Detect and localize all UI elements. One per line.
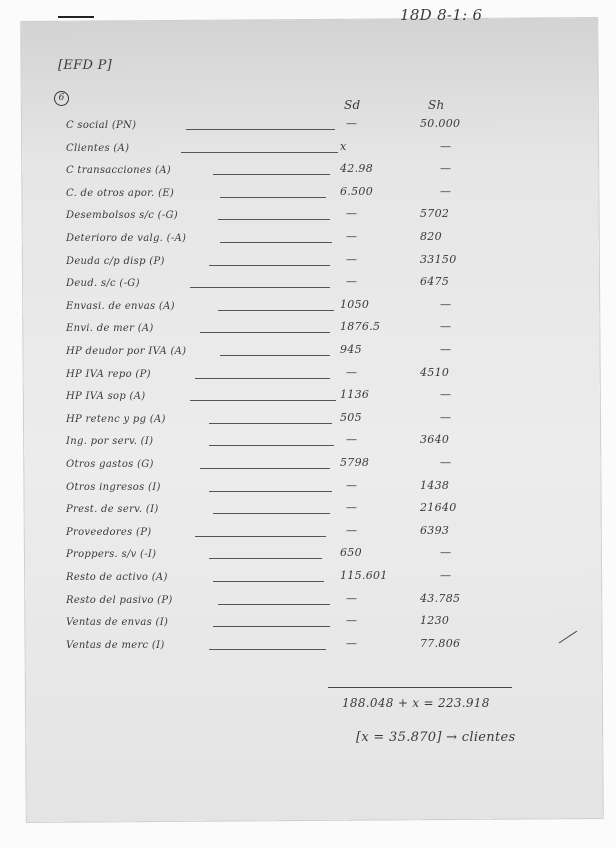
leader-line [200, 468, 330, 469]
credit-value: 5702 [420, 207, 450, 220]
exercise-number: 6 [54, 91, 69, 106]
account-label: Deud. s/c (-G) [66, 278, 140, 289]
debit-value: — [346, 524, 358, 537]
leader-line [218, 219, 330, 220]
debit-value: — [346, 366, 358, 379]
debit-value: — [346, 479, 358, 492]
leader-line [220, 197, 326, 198]
leader-line [195, 378, 330, 379]
debit-value: — [346, 433, 358, 446]
debit-value: — [346, 614, 358, 627]
debit-value: 505 [340, 411, 362, 424]
leader-line [209, 445, 334, 446]
total-rule [328, 687, 512, 688]
account-label: HP IVA sop (A) [66, 391, 146, 402]
credit-value: — [440, 343, 452, 356]
account-label: C transacciones (A) [66, 165, 171, 176]
debit-value: — [346, 207, 358, 220]
credit-value: 1438 [420, 479, 450, 492]
leader-line [218, 604, 330, 605]
credit-value: — [440, 185, 452, 198]
account-label: Otros ingresos (I) [66, 482, 161, 493]
account-label: Ing. por serv. (I) [66, 436, 154, 447]
account-label: HP retenc y pg (A) [66, 414, 166, 425]
account-label: Prest. de serv. (I) [66, 504, 159, 515]
debit-value: 650 [340, 546, 362, 559]
debit-value: — [346, 253, 358, 266]
credit-value: 43.785 [420, 592, 461, 605]
account-label: Ventas de merc (I) [66, 640, 165, 651]
credit-value: 1230 [420, 614, 450, 627]
debit-value: x [340, 140, 347, 153]
leader-line [209, 491, 332, 492]
leader-line [213, 626, 330, 627]
leader-line [181, 152, 338, 153]
credit-value: — [440, 388, 452, 401]
leader-line [195, 536, 326, 537]
account-label: Resto de activo (A) [66, 572, 168, 583]
credit-value: 21640 [420, 501, 457, 514]
total-result: [x = 35.870] → clientes [356, 730, 516, 745]
debit-value: — [346, 230, 358, 243]
credit-value: — [440, 546, 452, 559]
credit-value: 6393 [420, 524, 450, 537]
leader-line [186, 129, 335, 130]
credit-value: — [440, 162, 452, 175]
leader-line [218, 310, 334, 311]
debit-value: 945 [340, 343, 362, 356]
credit-value: 4510 [420, 366, 450, 379]
section-title: [EFD P] [58, 58, 113, 73]
debit-value: — [346, 275, 358, 288]
account-label: Otros gastos (G) [66, 459, 154, 470]
account-label: Deuda c/p disp (P) [66, 256, 165, 267]
pen-mark [58, 16, 94, 18]
account-label: Clientes (A) [66, 143, 130, 154]
credit-value: — [440, 456, 452, 469]
leader-line [220, 355, 330, 356]
account-label: C. de otros apor. (E) [66, 188, 175, 199]
credit-value: 33150 [420, 253, 457, 266]
credit-value: 3640 [420, 433, 450, 446]
leader-line [213, 581, 324, 582]
credit-value: — [440, 140, 452, 153]
total-equation: 188.048 + x = 223.918 [342, 696, 490, 710]
credit-value: 50.000 [420, 117, 461, 130]
account-label: Proppers. s/v (-I) [66, 549, 157, 560]
leader-line [190, 287, 330, 288]
debit-value: 1050 [340, 298, 370, 311]
account-label: Proveedores (P) [66, 527, 152, 538]
page-code: 18D 8-1: 6 [400, 6, 483, 24]
credit-value: — [440, 298, 452, 311]
debit-value: — [346, 117, 358, 130]
debit-value: 1876.5 [340, 320, 381, 333]
leader-line [190, 400, 336, 401]
debit-value: 6.500 [340, 185, 373, 198]
check-mark [558, 630, 578, 644]
account-label: Envi. de mer (A) [66, 323, 154, 334]
credit-value: — [440, 411, 452, 424]
credit-value: — [440, 320, 452, 333]
account-label: Envasi. de envas (A) [66, 301, 175, 312]
debit-value: — [346, 501, 358, 514]
leader-line [213, 174, 330, 175]
account-label: HP IVA repo (P) [66, 369, 151, 380]
account-label: HP deudor por IVA (A) [66, 346, 187, 357]
account-label: Resto del pasivo (P) [66, 595, 173, 606]
column-header-sd: Sd [344, 98, 361, 112]
credit-value: 820 [420, 230, 442, 243]
account-label: C social (PN) [66, 120, 137, 131]
debit-value: — [346, 637, 358, 650]
column-header-sh: Sh [428, 98, 445, 112]
leader-line [209, 265, 330, 266]
debit-value: 5798 [340, 456, 370, 469]
debit-value: — [346, 592, 358, 605]
account-label: Deterioro de valg. (-A) [66, 233, 187, 244]
leader-line [213, 513, 330, 514]
leader-line [209, 423, 332, 424]
credit-value: 6475 [420, 275, 450, 288]
debit-value: 1136 [340, 388, 370, 401]
leader-line [220, 242, 332, 243]
leader-line [209, 649, 326, 650]
leader-line [200, 332, 330, 333]
account-label: Desembolsos s/c (-G) [66, 210, 179, 221]
debit-value: 42.98 [340, 162, 373, 175]
leader-line [209, 558, 322, 559]
credit-value: 77.806 [420, 637, 461, 650]
debit-value: 115.601 [340, 569, 388, 582]
credit-value: — [440, 569, 452, 582]
account-label: Ventas de envas (I) [66, 617, 169, 628]
